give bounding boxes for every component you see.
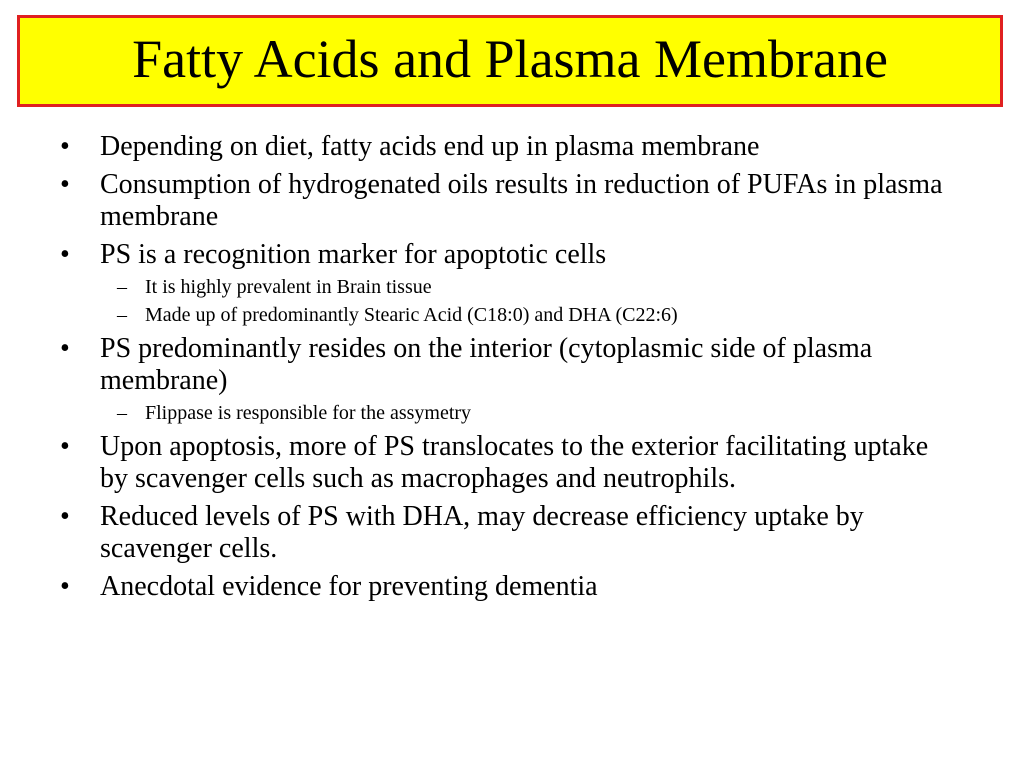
- bullet-marker: •: [60, 333, 70, 364]
- bullet-text: Anecdotal evidence for preventing dementia: [100, 571, 598, 602]
- bullet-item: [60, 571, 960, 603]
- bullet-marker: •: [60, 431, 70, 462]
- bullet-text: Reduced levels of PS with DHA, may decrease efficiency uptake by scavenger cells.: [100, 501, 864, 564]
- bullet-item: [60, 169, 960, 233]
- bullet-item: [60, 333, 960, 397]
- bullet-marker: •: [60, 501, 70, 532]
- sub-bullet-marker: –: [117, 304, 127, 326]
- bullet-item: [60, 501, 960, 565]
- bullet-marker: •: [60, 169, 70, 200]
- sub-bullet-marker: –: [117, 402, 127, 424]
- sub-bullet-item: [60, 303, 960, 327]
- bullet-marker: •: [60, 571, 70, 602]
- bullet-text: Consumption of hydrogenated oils results in reduction of PUFAs in plasma membrane: [100, 169, 943, 232]
- sub-bullet-marker: –: [117, 276, 127, 298]
- title-box: [17, 15, 1003, 107]
- bullet-text: Depending on diet, fatty acids end up in plasma membrane: [100, 131, 760, 162]
- bullet-marker: •: [60, 239, 70, 270]
- bullet-marker: •: [60, 131, 70, 162]
- sub-bullet-item: [60, 275, 960, 299]
- bullet-item: [60, 431, 960, 495]
- slide-title: Fatty Acids and Plasma Membrane: [132, 29, 888, 89]
- sub-bullet-text: Made up of predominantly Stearic Acid (C18:0) and DHA (C22:6): [145, 304, 678, 326]
- bullet-item: [60, 239, 960, 271]
- bullet-text: PS predominantly resides on the interior (cytoplasmic side of plasma membrane): [100, 333, 873, 396]
- sub-bullet-item: [60, 401, 960, 425]
- bullet-list: [60, 131, 960, 609]
- bullet-text: PS is a recognition marker for apoptotic cells: [100, 239, 607, 270]
- sub-bullet-text: Flippase is responsible for the assymetry: [145, 402, 472, 424]
- bullet-text: Upon apoptosis, more of PS translocates to the exterior facilitating uptake by scavenger cells such as macrophages and neutrophils.: [100, 431, 929, 494]
- bullet-item: [60, 131, 960, 163]
- sub-bullet-text: It is highly prevalent in Brain tissue: [145, 276, 432, 298]
